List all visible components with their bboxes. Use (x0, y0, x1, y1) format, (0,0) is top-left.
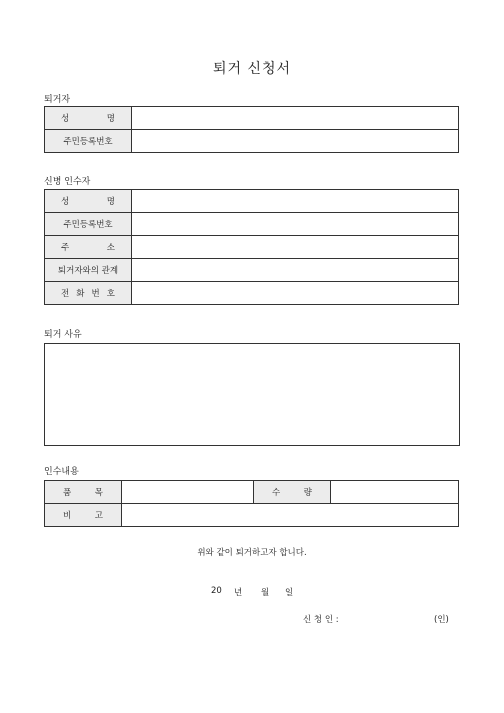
section-reason-label: 퇴거 사유 (44, 330, 82, 340)
leaver-name-field[interactable] (132, 107, 459, 130)
receiver-name-label-part: 명 (106, 197, 115, 207)
applicant-seal: (인) (434, 615, 449, 625)
receiver-phone-label (45, 282, 132, 305)
receiver-row-relation (45, 259, 459, 282)
receiver-name-field[interactable] (132, 190, 459, 213)
note-label-part: 비 (63, 511, 72, 521)
receiver-row-address (45, 236, 459, 259)
leaver-name-label-part: 성 (61, 114, 70, 124)
receiver-phone-label-part: 호 (106, 289, 115, 299)
leaver-name-label-part: 명 (106, 114, 115, 124)
item-label-part: 품 (63, 488, 72, 498)
items-row-item (45, 481, 459, 504)
quantity-field[interactable] (331, 481, 459, 504)
receiver-row-phone (45, 282, 459, 305)
receiver-table (44, 189, 459, 305)
quantity-label-part: 수 (272, 488, 281, 498)
section-items-label: 인수내용 (44, 467, 79, 477)
item-field[interactable] (122, 481, 254, 504)
applicant-label: 신 청 인 : (303, 615, 339, 625)
note-field[interactable] (122, 504, 459, 527)
items-row-note (45, 504, 459, 527)
receiver-id-label: 주민등록번호 (45, 213, 132, 236)
receiver-relation-label: 퇴거자와의 관계 (45, 259, 132, 282)
declaration-text: 위와 같이 퇴거하고자 합니다. (197, 548, 307, 558)
receiver-address-field[interactable] (132, 236, 459, 259)
item-label (45, 481, 122, 504)
receiver-id-field[interactable] (132, 213, 459, 236)
section-receiver-label: 신병 인수자 (44, 177, 91, 187)
receiver-row-id (45, 213, 459, 236)
page-title: 퇴거 신청서 (212, 61, 292, 77)
leaver-table (44, 106, 459, 153)
items-table (44, 480, 459, 527)
date-year-prefix: 20 (211, 586, 222, 596)
receiver-phone-field[interactable] (132, 282, 459, 305)
quantity-label-part: 량 (303, 488, 312, 498)
receiver-name-label (45, 190, 132, 213)
date-year: 년 (234, 588, 243, 598)
leaver-row-name (45, 107, 459, 130)
reason-textarea[interactable] (44, 343, 460, 446)
receiver-name-label-part: 성 (61, 197, 70, 207)
receiver-row-name (45, 190, 459, 213)
leaver-id-label: 주민등록번호 (45, 130, 132, 153)
receiver-phone-label-part: 번 (91, 289, 100, 299)
receiver-phone-label-part: 화 (76, 289, 85, 299)
receiver-address-label-part: 주 (61, 243, 70, 253)
leaver-name-label (45, 107, 132, 130)
receiver-address-label-part: 소 (106, 243, 115, 253)
leaver-id-field[interactable] (132, 130, 459, 153)
section-leaver-label: 퇴거자 (44, 95, 71, 105)
quantity-label (254, 481, 331, 504)
receiver-relation-field[interactable] (132, 259, 459, 282)
receiver-phone-label-part: 전 (61, 289, 70, 299)
note-label-part: 고 (94, 511, 103, 521)
date-day: 일 (285, 588, 294, 598)
date-month: 월 (261, 588, 270, 598)
applicant-signature-field[interactable] (355, 613, 425, 625)
receiver-address-label (45, 236, 132, 259)
item-label-part: 목 (94, 488, 103, 498)
leaver-row-id (45, 130, 459, 153)
note-label (45, 504, 122, 527)
